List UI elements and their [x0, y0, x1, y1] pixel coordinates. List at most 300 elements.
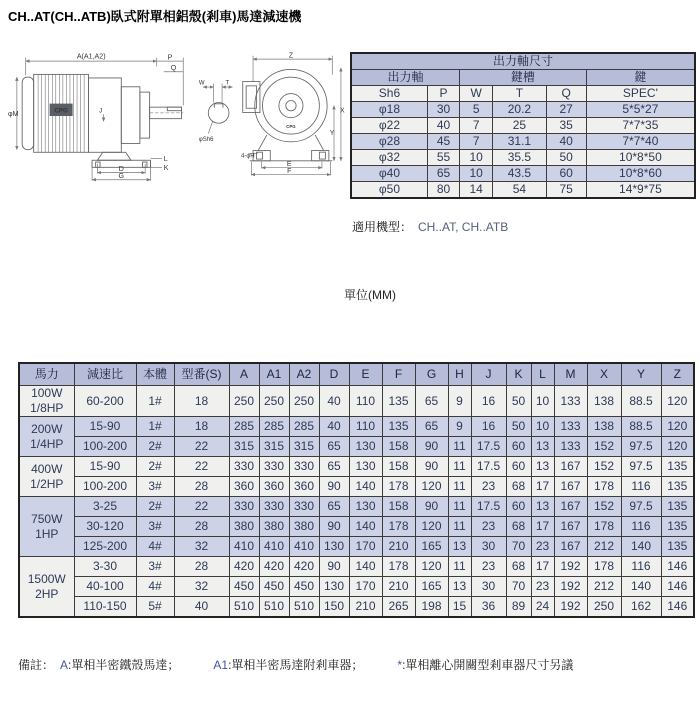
hp-line: 1/4HP — [30, 436, 64, 451]
dim-cell: 165 — [415, 577, 448, 597]
dim-cell: 510 — [259, 597, 289, 618]
logo-text-front: CPG — [286, 124, 296, 130]
dim-label-e: E — [286, 160, 292, 168]
shaft-cell: 65 — [427, 166, 459, 182]
dim-cell: 178 — [587, 557, 621, 577]
dim-cell: 120 — [661, 386, 694, 417]
table-row — [19, 363, 694, 386]
dim-cell: 23 — [531, 577, 554, 597]
hp-line: 1/2HP — [30, 476, 64, 491]
footnote-item — [60, 658, 179, 672]
dim-col-header: D — [319, 363, 349, 386]
dim-cell: 330 — [229, 497, 259, 517]
shaft-cell: 50 — [546, 150, 586, 166]
table-row — [351, 102, 695, 118]
dim-label-y: Y — [329, 129, 335, 137]
dim-cell: 450 — [289, 577, 319, 597]
dim-label-p: P — [167, 53, 173, 62]
dim-cell: 170 — [349, 537, 382, 557]
shaft-cell: 5*5*27 — [586, 102, 695, 118]
shaft-cell: 43.5 — [493, 166, 546, 182]
hp-line: 1HP — [35, 526, 59, 541]
dim-cell: 250 — [289, 386, 319, 417]
hp-line: 1500W — [27, 571, 66, 586]
table-row — [351, 182, 695, 199]
dim-cell: 120 — [415, 477, 448, 497]
dim-col-header: A — [229, 363, 259, 386]
dim-cell: 265 — [382, 597, 415, 618]
dim-cell: 330 — [259, 497, 289, 517]
shaft-cell: 75 — [546, 182, 586, 199]
dim-cell: 450 — [259, 577, 289, 597]
dim-cell: 65 — [319, 457, 349, 477]
dim-label-k: K — [163, 163, 169, 172]
shaft-cell: 10 — [460, 150, 493, 166]
dim-cell: 130 — [319, 537, 349, 557]
dim-cell: 330 — [259, 457, 289, 477]
dim-cell: 450 — [229, 577, 259, 597]
shaft-cell: 7 — [460, 118, 493, 134]
shaft-cell: 10*8*60 — [586, 166, 695, 182]
shaft-group-header: 鍵槽 — [460, 70, 587, 86]
dim-cell: 330 — [289, 457, 319, 477]
shaft-cell: 7*7*40 — [586, 134, 695, 150]
dim-cell: 16 — [471, 386, 506, 417]
dim-cell: 17 — [531, 557, 554, 577]
table-row — [19, 497, 694, 517]
shaft-cell: φ32 — [351, 150, 427, 166]
dim-cell: 130 — [319, 577, 349, 597]
hp-cell — [19, 457, 74, 497]
dim-label-x: X — [339, 107, 345, 115]
dim-cell: 410 — [289, 537, 319, 557]
dim-cell: 3# — [136, 477, 174, 497]
dim-cell: 178 — [587, 517, 621, 537]
dim-label-d: D — [118, 164, 124, 173]
table-row — [19, 557, 694, 577]
dim-cell: 28 — [174, 557, 229, 577]
dim-cell: 315 — [229, 437, 259, 457]
dim-cell: 133 — [554, 386, 587, 417]
shaft-cell: 60 — [546, 166, 586, 182]
dim-cell: 18 — [174, 386, 229, 417]
dim-cell: 330 — [229, 457, 259, 477]
dim-cell: 11 — [448, 457, 471, 477]
dim-cell: 135 — [382, 386, 415, 417]
dim-cell: 315 — [259, 437, 289, 457]
dim-cell: 130 — [349, 497, 382, 517]
dim-cell: 70 — [506, 577, 531, 597]
shaft-cell: 25 — [493, 118, 546, 134]
dim-col-header: 本體 — [136, 363, 174, 386]
dim-cell: 3# — [136, 557, 174, 577]
hp-line: 400W — [31, 461, 63, 476]
table-row — [351, 150, 695, 166]
shaft-table-section — [350, 52, 696, 199]
front-body-outline — [240, 69, 333, 160]
dim-col-header: 型番(S) — [174, 363, 229, 386]
dim-cell: 97.5 — [621, 497, 661, 517]
dim-cell: 11 — [448, 477, 471, 497]
dim-cell: 178 — [587, 477, 621, 497]
dim-cell: 23 — [471, 517, 506, 537]
dim-cell: 11 — [448, 557, 471, 577]
dim-cell: 22 — [174, 457, 229, 477]
table-row — [19, 437, 694, 457]
table-row — [19, 386, 694, 417]
dim-cell: 28 — [174, 517, 229, 537]
dim-cell: 30 — [471, 537, 506, 557]
dim-cell: 116 — [621, 517, 661, 537]
dim-cell: 330 — [289, 497, 319, 517]
dim-col-header: A2 — [289, 363, 319, 386]
dim-cell: 88.5 — [621, 386, 661, 417]
dim-cell: 125-200 — [74, 537, 136, 557]
dim-cell: 60-200 — [74, 386, 136, 417]
shaft-cell: 10*8*50 — [586, 150, 695, 166]
shaft-circle — [208, 103, 229, 124]
footnote-key: * — [397, 658, 403, 672]
dim-cell: 192 — [554, 577, 587, 597]
shaft-cell: φ40 — [351, 166, 427, 182]
dim-col-header: M — [554, 363, 587, 386]
dim-cell: 178 — [382, 557, 415, 577]
dim-cell: 110 — [349, 417, 382, 437]
dim-cell: 285 — [259, 417, 289, 437]
dim-cell: 36 — [471, 597, 506, 618]
dim-cell: 13 — [531, 497, 554, 517]
dim-cell: 17 — [531, 477, 554, 497]
dim-cell: 135 — [661, 537, 694, 557]
shaft-cell: 7 — [460, 134, 493, 150]
dim-cell: 158 — [382, 457, 415, 477]
dim-cell: 9 — [448, 386, 471, 417]
dim-label-t: T — [225, 80, 229, 87]
gearbox-outline — [89, 78, 184, 167]
table-row — [19, 597, 694, 618]
dim-cell: 192 — [554, 597, 587, 618]
dim-cell: 11 — [448, 437, 471, 457]
dim-cell: 210 — [349, 597, 382, 618]
brand-logo — [50, 104, 73, 116]
dim-cell: 50 — [506, 386, 531, 417]
dim-cell: 138 — [587, 417, 621, 437]
shaft-table — [350, 52, 696, 199]
table-row — [351, 70, 695, 86]
dim-cell: 167 — [554, 537, 587, 557]
dim-cell: 380 — [229, 517, 259, 537]
dim-cell: 88.5 — [621, 417, 661, 437]
dim-cell: 315 — [289, 437, 319, 457]
dim-cell: 135 — [661, 497, 694, 517]
dim-cell: 140 — [621, 537, 661, 557]
dim-col-header: X — [587, 363, 621, 386]
footnote-item — [397, 658, 573, 672]
hp-cell — [19, 386, 74, 417]
dim-cell: 116 — [621, 557, 661, 577]
dim-cell: 4# — [136, 577, 174, 597]
dim-cell: 16 — [471, 417, 506, 437]
dim-cell: 65 — [415, 386, 448, 417]
footnote — [18, 656, 607, 673]
dim-cell: 120 — [415, 557, 448, 577]
dim-cell: 15-90 — [74, 457, 136, 477]
dim-cell: 360 — [259, 477, 289, 497]
shaft-cell: 5 — [460, 102, 493, 118]
dim-label-phi-sh6: φSh6 — [198, 137, 214, 144]
dim-cell: 89 — [506, 597, 531, 618]
dim-col-header: H — [448, 363, 471, 386]
dim-cell: 158 — [382, 497, 415, 517]
dim-col-header: J — [471, 363, 506, 386]
table-row — [351, 86, 695, 102]
dim-cell: 116 — [621, 477, 661, 497]
dim-col-header: L — [531, 363, 554, 386]
shaft-cell: φ50 — [351, 182, 427, 199]
page-title: CH..AT(CH..ATB)臥式附單相鋁殼(剎車)馬達減速機 — [8, 9, 302, 24]
dim-cell: 170 — [349, 577, 382, 597]
dim-cell: 158 — [382, 437, 415, 457]
dim-cell: 15 — [448, 597, 471, 618]
dim-cell: 100-200 — [74, 437, 136, 457]
dim-cell: 13 — [531, 457, 554, 477]
dim-cell: 22 — [174, 437, 229, 457]
shaft-table-title: 出力軸尺寸 — [351, 53, 695, 70]
dim-cell: 18 — [174, 417, 229, 437]
applicable-models — [352, 218, 508, 235]
dim-cell: 140 — [349, 477, 382, 497]
dim-cell: 285 — [229, 417, 259, 437]
dim-cell: 17 — [531, 517, 554, 537]
dim-cell: 3# — [136, 517, 174, 537]
table-row — [19, 517, 694, 537]
dim-cell: 130 — [349, 437, 382, 457]
dim-label-a: A(A1,A2) — [76, 52, 106, 61]
shaft-cell: 40 — [427, 118, 459, 134]
dim-cell: 178 — [382, 477, 415, 497]
shaft-cell: 7*7*35 — [586, 118, 695, 134]
dim-cell: 360 — [229, 477, 259, 497]
dim-cell: 68 — [506, 517, 531, 537]
dim-cell: 68 — [506, 477, 531, 497]
dim-cell: 97.5 — [621, 457, 661, 477]
dimension-lines — [248, 56, 341, 176]
table-row — [351, 118, 695, 134]
dim-cell: 2# — [136, 457, 174, 477]
shaft-col-header: P — [427, 86, 459, 102]
dim-cell: 50 — [506, 417, 531, 437]
dim-cell: 210 — [382, 537, 415, 557]
dim-cell: 152 — [587, 457, 621, 477]
dim-cell: 60 — [506, 457, 531, 477]
technical-drawings — [8, 46, 346, 194]
dim-cell: 152 — [587, 437, 621, 457]
dim-cell: 40 — [174, 597, 229, 618]
table-row — [19, 457, 694, 477]
dim-cell: 360 — [289, 477, 319, 497]
shaft-cell: 27 — [546, 102, 586, 118]
dim-col-header: G — [415, 363, 448, 386]
dim-label-f: F — [287, 167, 292, 175]
dim-cell: 65 — [415, 417, 448, 437]
dim-cell: 32 — [174, 577, 229, 597]
shaft-cell: φ22 — [351, 118, 427, 134]
dim-label-g: G — [118, 171, 125, 180]
dim-cell: 120 — [415, 517, 448, 537]
dim-col-header: A1 — [259, 363, 289, 386]
dim-cell: 152 — [587, 497, 621, 517]
dim-cell: 65 — [319, 437, 349, 457]
dimension-table-section — [18, 362, 694, 618]
dim-cell: 17.5 — [471, 437, 506, 457]
dim-cell: 380 — [289, 517, 319, 537]
dim-col-header: Y — [621, 363, 661, 386]
shaft-cell: 35.5 — [493, 150, 546, 166]
table-row — [351, 166, 695, 182]
dim-cell: 30 — [471, 577, 506, 597]
dim-cell: 3-25 — [74, 497, 136, 517]
table-row — [351, 134, 695, 150]
dim-cell: 133 — [554, 437, 587, 457]
dim-cell: 135 — [661, 457, 694, 477]
hp-line: 1/8HP — [30, 401, 64, 415]
dim-cell: 90 — [415, 437, 448, 457]
hp-cell — [19, 557, 74, 618]
dim-cell: 1# — [136, 417, 174, 437]
dim-label-4-phi-h: 4-φH — [240, 153, 255, 160]
dim-cell: 198 — [415, 597, 448, 618]
dim-cell: 13 — [448, 537, 471, 557]
dim-cell: 40-100 — [74, 577, 136, 597]
applicable-value: CH..AT, CH..ATB — [418, 220, 509, 234]
dim-cell: 510 — [229, 597, 259, 618]
dim-cell: 135 — [661, 477, 694, 497]
dim-cell: 410 — [259, 537, 289, 557]
logo-text: CPG — [54, 107, 68, 115]
dim-cell: 28 — [174, 477, 229, 497]
dim-cell: 23 — [471, 477, 506, 497]
unit-note: 單位(MM) — [344, 288, 396, 302]
dim-cell: 90 — [415, 457, 448, 477]
dim-cell: 2# — [136, 497, 174, 517]
shaft-cell: 54 — [493, 182, 546, 199]
footnote-key: A1 — [213, 658, 229, 672]
dim-label-phi-m: φM — [8, 110, 19, 118]
dim-cell: 68 — [506, 557, 531, 577]
dim-cell: 146 — [661, 557, 694, 577]
dim-cell: 120 — [661, 437, 694, 457]
dim-cell: 22 — [174, 497, 229, 517]
shaft-cell: 35 — [546, 118, 586, 134]
dim-cell: 133 — [554, 417, 587, 437]
dim-cell: 250 — [259, 386, 289, 417]
dim-cell: 140 — [621, 577, 661, 597]
dim-cell: 23 — [531, 537, 554, 557]
footnote-item — [213, 658, 363, 672]
shaft-cell: 31.1 — [493, 134, 546, 150]
table-row — [19, 477, 694, 497]
dim-cell: 167 — [554, 457, 587, 477]
dim-col-header: F — [382, 363, 415, 386]
shaft-cell: φ18 — [351, 102, 427, 118]
dim-cell: 167 — [554, 517, 587, 537]
dim-cell: 90 — [319, 477, 349, 497]
dim-cell: 140 — [349, 557, 382, 577]
dim-cell: 3-30 — [74, 557, 136, 577]
shaft-cell: 20.2 — [493, 102, 546, 118]
dim-cell: 192 — [554, 557, 587, 577]
shaft-group-header: 出力軸 — [351, 70, 460, 86]
dim-cell: 410 — [229, 537, 259, 557]
dim-cell: 65 — [319, 497, 349, 517]
shaft-cell: 40 — [546, 134, 586, 150]
shaft-cell: 14 — [460, 182, 493, 199]
shaft-cell: 10 — [460, 166, 493, 182]
dim-cell: 4# — [136, 537, 174, 557]
dim-col-header: 減速比 — [74, 363, 136, 386]
dim-cell: 510 — [289, 597, 319, 618]
dim-col-header: K — [506, 363, 531, 386]
dim-col-header: E — [349, 363, 382, 386]
dim-cell: 212 — [587, 537, 621, 557]
shaft-cell: 30 — [427, 102, 459, 118]
dim-cell: 32 — [174, 537, 229, 557]
shaft-col-header: Q — [546, 86, 586, 102]
dim-cell: 5# — [136, 597, 174, 618]
dim-cell: 60 — [506, 437, 531, 457]
dim-cell: 138 — [587, 386, 621, 417]
dim-cell: 13 — [448, 577, 471, 597]
side-view-diagram — [8, 46, 196, 186]
shaft-col-header: SPEC' — [586, 86, 695, 102]
applicable-label: 適用機型： — [352, 220, 413, 234]
dim-cell: 70 — [506, 537, 531, 557]
dim-cell: 17.5 — [471, 457, 506, 477]
dim-cell: 90 — [319, 517, 349, 537]
footnote-desc: :單相半密鐵殼馬達； — [68, 658, 180, 672]
footnote-desc: :單相半密馬達附剎車器； — [228, 658, 364, 672]
dim-cell: 420 — [289, 557, 319, 577]
dim-cell: 17.5 — [471, 497, 506, 517]
dim-label-q: Q — [170, 63, 177, 72]
dim-col-header: 馬力 — [19, 363, 74, 386]
dim-cell: 97.5 — [621, 437, 661, 457]
dim-col-header: Z — [661, 363, 694, 386]
dim-cell: 100-200 — [74, 477, 136, 497]
dim-cell: 13 — [531, 437, 554, 457]
dim-cell: 380 — [259, 517, 289, 537]
shaft-col-header: T — [493, 86, 546, 102]
table-row — [19, 417, 694, 437]
dim-cell: 250 — [587, 597, 621, 618]
footnote-prefix: 備註： — [18, 658, 55, 672]
dim-cell: 30-120 — [74, 517, 136, 537]
dim-cell: 135 — [661, 517, 694, 537]
shaft-section-diagram — [198, 74, 239, 162]
shaft-cell: 55 — [427, 150, 459, 166]
dim-cell: 165 — [415, 537, 448, 557]
dim-cell: 15-90 — [74, 417, 136, 437]
shaft-cell: 45 — [427, 134, 459, 150]
dim-cell: 285 — [289, 417, 319, 437]
table-row — [351, 53, 695, 70]
hp-line: 750W — [31, 511, 63, 526]
hp-cell — [19, 497, 74, 557]
dim-cell: 210 — [382, 577, 415, 597]
dim-label-z: Z — [288, 52, 293, 60]
footnote-key: A — [60, 658, 69, 672]
dim-cell: 120 — [661, 417, 694, 437]
